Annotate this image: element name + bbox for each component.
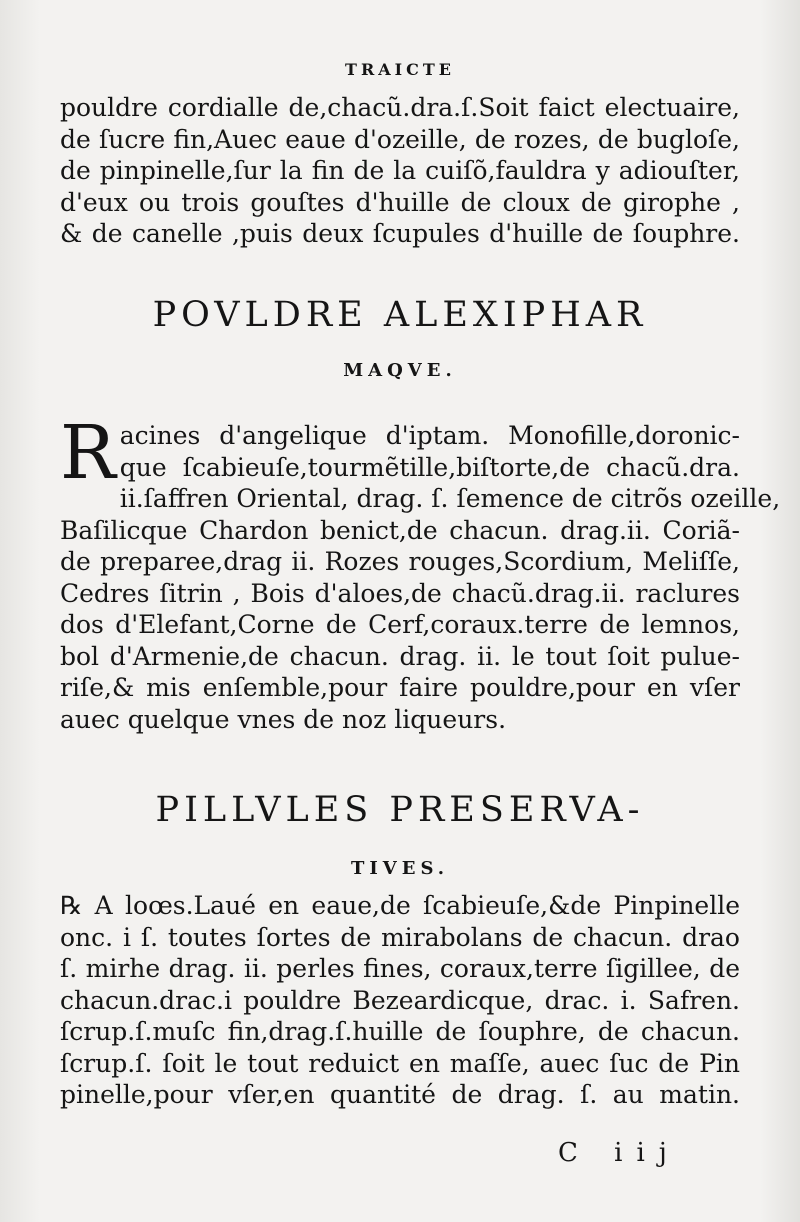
paragraph-electuary [60,92,740,250]
section-subheading-pillules: TIVES. [350,858,450,879]
section-subheading-pouldre: MAQVE. [343,360,457,381]
text-line: d'eux ou trois gouſtes d'huille de cloux de girophe , [60,187,740,217]
text-line: bol d'Armenie,de chacun. drag. ii. le tout ſoit pulue- [60,641,740,671]
text-line: ſcrup.ſ. ſoit le tout reduict en maſſe, auec ſuc de Pin [60,1048,740,1078]
text-line: Baſilicque Chardon benict,de chacun. drag.ii. Coriã- [60,515,740,545]
section-heading-pillules: PILLVLES PRESERVA- [155,790,645,830]
text-line: pinelle,pour vſer,en quantité de drag. ſ. au matin. [60,1080,740,1109]
text-line: de pinpinelle,ſur la fin de la cuiſõ,fauldra y adiouſter, [60,156,740,185]
drop-capital: R [60,410,116,496]
signature-mark: C iij [558,1138,681,1168]
text-line: & de canelle ,puis deux ſcupules d'huille de ſouphre. [60,219,740,248]
running-head: TRAICTE [345,60,455,79]
text-line: ſcrup.ſ.muſc fin,drag.ſ.huille de ſouphre, de chacun. [60,1017,740,1046]
section-heading-pouldre: POVLDRE ALEXIPHAR [152,295,648,335]
paragraph-pillules [60,890,740,1111]
text-line: de ſucre fin,Auec eaue d'ozeille, de rozes, de bugloſe, [60,124,740,154]
text-line: dos d'Elefant,Corne de Cerf,coraux.terre de lemnos, [60,610,740,639]
text-line: pouldre cordialle de,chacũ.dra.ſ.Soit faict electuaire, [60,93,740,122]
text-line: que ſcabieuſe,tourmẽtille,biſtorte,de chacũ.dra. [119,452,740,482]
text-line: riſe,& mis enſemble,pour faire pouldre,pour en vſer [60,673,740,702]
text-line: chacun.drac.i pouldre Bezeardicque, drac. i. Safren. [60,985,740,1015]
text-line: ſ. mirhe drag. ii. perles fines, coraux,terre ſigillee, de [60,954,740,983]
text-line: onc. i ſ. toutes ſortes de mirabolans de chacun. drao [60,922,740,952]
text-line: Cedres ſitrin , Bois d'aloes,de chacũ.drag.ii. raclures [60,578,740,608]
text-line: auec quelque vnes de noz liqueurs. [60,704,507,734]
text-line: ℞ A loœs.Laué en eaue,de ſcabieuſe,&de Pinpinelle [60,891,740,920]
paragraph-pouldre [60,410,781,735]
text-line: acines d'angelique d'iptam. Monofille,doronic- [119,421,740,450]
text-line: de preparee,drag ii. Rozes rouges,Scordium, Meliſſe, [60,547,740,576]
text-line: ii.ſaffren Oriental, drag. ſ. ſemence de citrõs ozeille, [119,484,781,513]
